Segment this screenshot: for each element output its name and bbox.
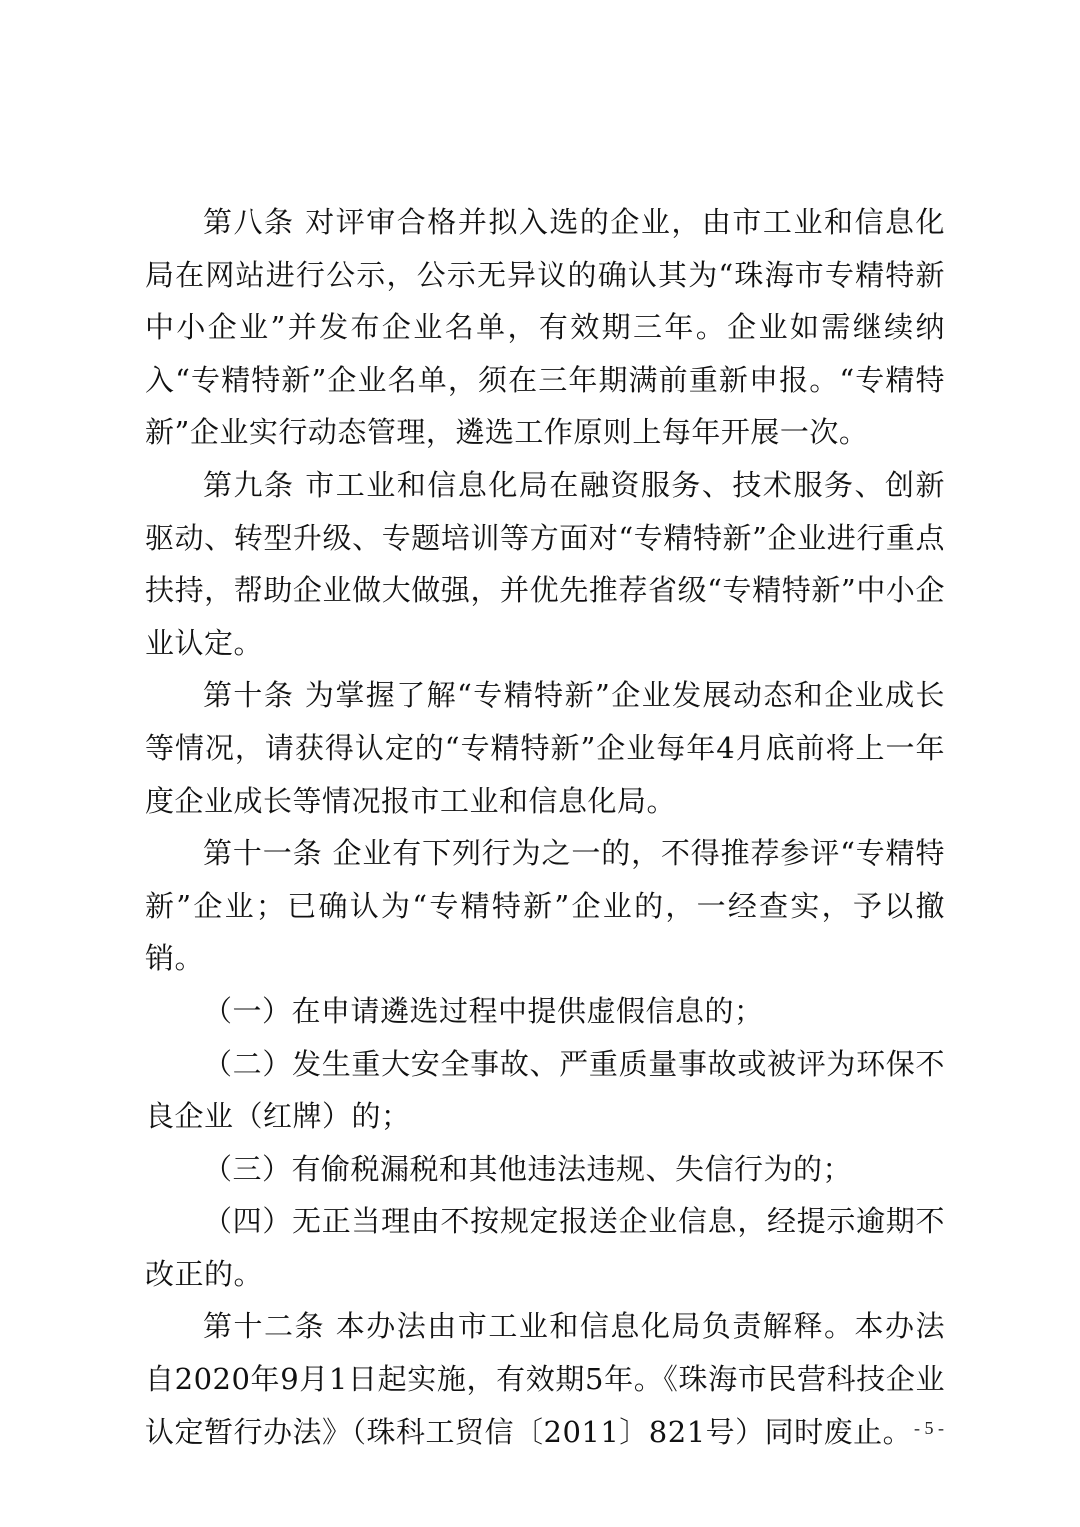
article-11-item-4: （四）无正当理由不按规定报送企业信息，经提示逾期不改正的。 <box>145 1204 945 1291</box>
article-11-item-2: （二）发生重大安全事故、严重质量事故或被评为环保不良企业（红牌）的； <box>145 1046 945 1134</box>
article-11-item-1: （一）在申请遴选过程中提供虚假信息的； <box>203 993 764 1028</box>
document-body <box>145 196 945 1458</box>
page-number: - 5 - <box>914 1418 944 1438</box>
article-11-paragraph: 第十一条 企业有下列行为之一的，不得推荐参评“专精特新”企业；已确认为“专精特新”企业的，一经查实，予以撤销。 <box>145 836 945 976</box>
article-10-paragraph: 第十条 为掌握了解“专精特新”企业发展动态和企业成长等情况，请获得认定的“专精特新”企业每年4月底前将上一年度企业成长等情况报市工业和信息化局。 <box>145 678 945 818</box>
article-12-paragraph: 第十二条 本办法由市工业和信息化局负责解释。本办法自2020年9月1日起实施，有效期5年。《珠海市民营科技企业认定暂行办法》（珠科工贸信〔2011〕821号）同时废止。 <box>145 1309 945 1449</box>
article-9-paragraph: 第九条 市工业和信息化局在融资服务、技术服务、创新驱动、转型升级、专题培训等方面对“专精特新”企业进行重点扶持，帮助企业做大做强，并优先推荐省级“专精特新”中小企业认定。 <box>145 467 945 660</box>
article-8-paragraph: 第八条 对评审合格并拟入选的企业，由市工业和信息化局在网站进行公示，公示无异议的确认其为“珠海市专精特新中小企业”并发布企业名单，有效期三年。企业如需继续纳入“专精特新”企业名单，须在三年期满前重新申报。“专精特新”企业实行动态管理，遴选工作原则上每年开展一次。 <box>145 205 945 450</box>
article-11-item-3: （三）有偷税漏税和其他违法违规、失信行为的； <box>203 1151 853 1186</box>
